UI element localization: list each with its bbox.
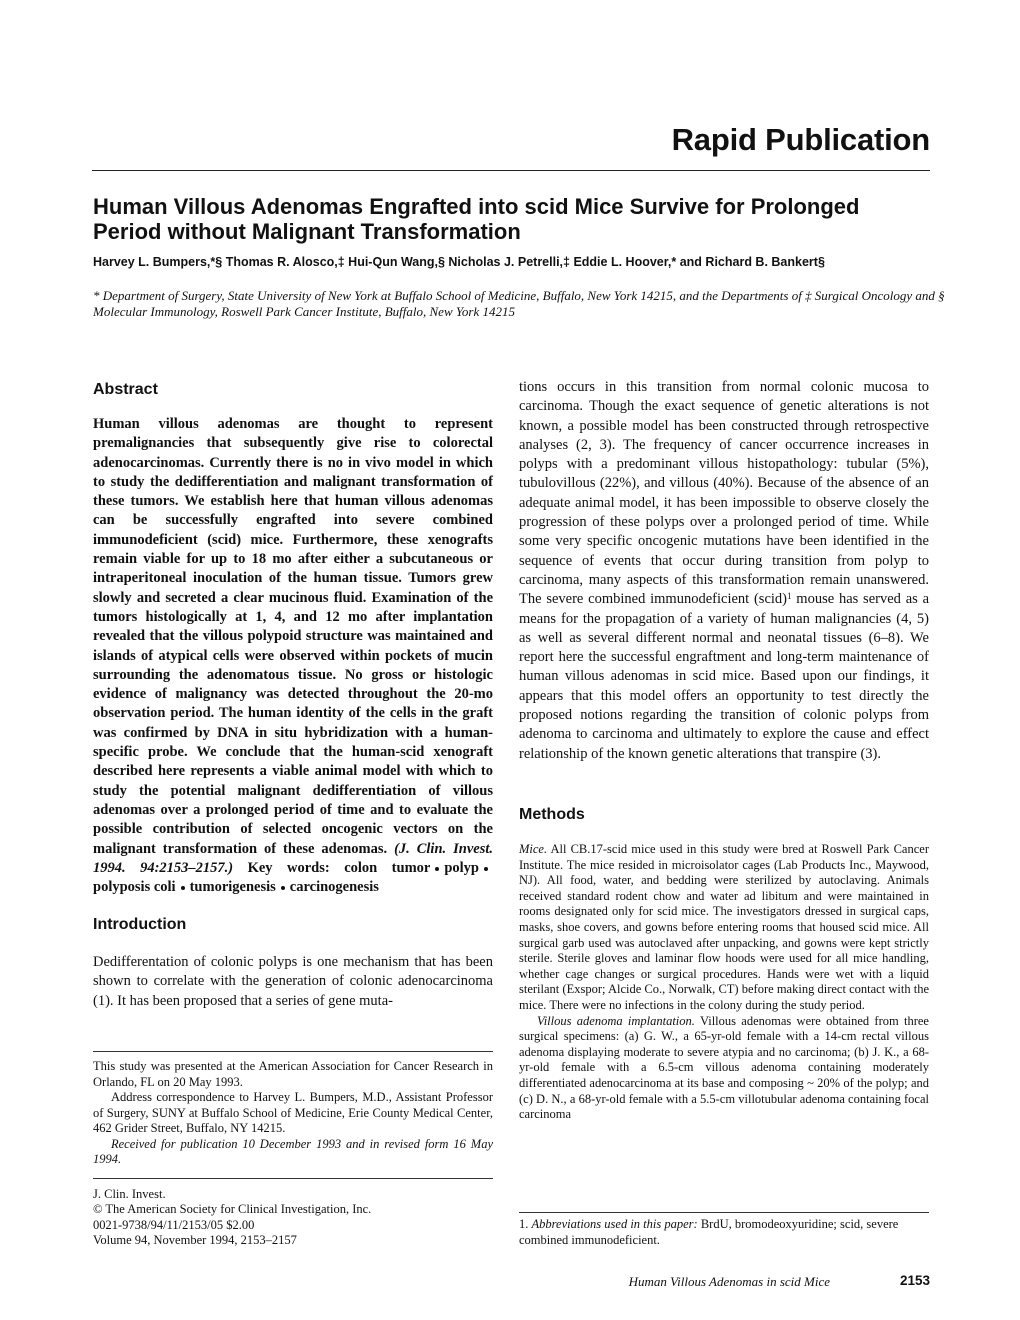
running-title: Human Villous Adenomas in scid Mice	[628, 1274, 830, 1289]
received-note: Received for publication 10 December 1993 and in revised form 16 May 1994.	[93, 1136, 493, 1166]
paragraph-text: Villous adenomas were obtained from three surgical specimens: (a) G. W., a 65-yr-old female with a 14-cm rectal villous adenoma displaying moderate to severe atypia and no carcinoma; (b) J. K., a 68-yr-old female with a 6.5-cm villous adenoma containing moderately differentiated adenocarcinoma at its base and composing ~ 20% of the polyp; and (c) D. N., a 68-yr-old female with a 5.5-cm villotubular adenoma containing focal carcinoma	[519, 1013, 929, 1122]
header-rule	[92, 170, 930, 171]
keyword: colon tumor	[344, 859, 431, 876]
volume-line: Volume 94, November 1994, 2153–2157	[93, 1233, 297, 1248]
footnote-marker: 1	[787, 591, 792, 602]
author-list: Harvey L. Bumpers,*§ Thomas R. Alosco,‡ Hui-Qun Wang,§ Nicholas J. Petrelli,‡ Eddie L. Hoover,* and Richard B. Bankert§	[93, 255, 825, 269]
bullet-icon	[435, 867, 439, 871]
footnote-text: BrdU, bromodeoxyuridine; scid, severe combined immunodeficient.	[519, 1217, 899, 1247]
correspondence-note: Address correspondence to Harvey L. Bumpers, M.D., Assistant Professor of Surgery, SUNY at Buffalo School of Medicine, Erie County Medical Center, 462 Grider Street, Buffalo, NY 14215.	[93, 1090, 493, 1135]
abstract-text: Human villous adenomas are thought to represent premalignancies that subsequently give rise to colorectal adenocarcinomas. Currently there is no in vivo model in which to study the dedifferentiation and malignant transformation of these tumors. We establish here that human villous adenomas can be successfully engrafted into severe combined immunodeficient (scid) mice. Furthermore, these xenografts remain viable for up to 18 mo after either a subcutaneous or intraperitoneal inoculation of the human tissue. Tumors grew slowly and secreted a clear mucinous fluid. Examination of the tumors histologically at 1, 4, and 12 mo after implantation revealed that the villous polypoid structure was maintained and islands of atypical cells were observed within pockets of mucin surrounding the adenomatous tissue. No gross or histologic evidence of malignancy was detected throughout the 20-mo observation period. The human identity of the cells in the graft was confirmed by DNA in situ hybridization with a human-specific probe. We conclude that the human-scid xenograft described here represents a viable animal model with which to study the potential malignant dedifferentiation of villous adenomas over a prolonged period of time and to evaluate the possible contribution of selected oncogenic vectors on the malignant transformation of these adenomas.	[93, 416, 493, 857]
bullet-icon	[281, 886, 285, 890]
section-banner-title: Rapid Publication	[671, 122, 930, 157]
subsection-label: Villous adenoma implantation.	[537, 1013, 695, 1028]
introduction-body-continued	[519, 378, 929, 764]
methods-body	[519, 842, 929, 1123]
journal-info-rule	[93, 1178, 493, 1179]
abstract-heading: Abstract	[93, 381, 158, 398]
subsection-label: Mice.	[519, 842, 548, 856]
paragraph-text: All CB.17-scid mice used in this study were bred at Roswell Park Cancer Institute. The mice resided in microisolator cages (Lab Products Inc., Maywood, NJ). All food, water, and bedding were sterilized by autoclaving. Animals received standard rodent chow and water ad libitum and were maintained in rooms designated only for scid mice. The investigators dressed in surgical caps, masks, shoe covers, and gowns before entering rooms that housed scid mice. All surgical garb used was autoclaved after unpacking, and gowns were kept strictly sterile. Sterile gloves and laminar flow hoods were used for all mice handling, whether cage changes or surgical procedures. Hands were wet with a liquid sterilant (Exspor; Alcide Co., Norwalk, CT) before making direct contact with the mice. There were no infections in the colony during the study period.	[519, 842, 929, 1012]
abstract-body	[93, 415, 493, 897]
introduction-heading: Introduction	[93, 916, 187, 933]
footnote-rule	[519, 1212, 929, 1213]
journal-name: J. Clin. Invest.	[93, 1187, 166, 1201]
keyword: carcinogenesis	[289, 879, 379, 896]
page-number: 2153	[899, 1273, 930, 1288]
introduction-body: Dedifferentation of colonic polyps is one mechanism that has been shown to correlate with the generation of colonic adenocarcinoma (1). It has been proposed that a series of gene muta-	[93, 954, 493, 1009]
abbreviations-footnote	[519, 1217, 929, 1248]
abstract-citation: (J. Clin. Invest. 1994. 94:2153–2157.)	[93, 840, 493, 876]
keyword: polyposis coli	[93, 879, 176, 896]
methods-implantation-paragraph	[519, 1014, 929, 1123]
copyright: © The American Society for Clinical Investigation, Inc.	[93, 1202, 372, 1217]
footnote-label: Abbreviations used in this paper:	[531, 1217, 698, 1231]
keyword: tumorigenesis	[189, 879, 276, 896]
keywords-label: Key words:	[247, 859, 330, 876]
affiliations: * Department of Surgery, State University of New York at Buffalo School of Medicine, Buffalo, New York 14215, and the Departments of ‡ Surgical Oncology and § Molecular Immunology, Roswell Park Cancer Institute, Buffalo, New York 14215	[93, 288, 945, 319]
bullet-icon	[484, 867, 488, 871]
methods-heading: Methods	[519, 806, 585, 823]
article-notes	[93, 1059, 493, 1168]
presentation-note: This study was presented at the American Association for Cancer Research in Orlando, FL on 20 May 1993.	[93, 1059, 493, 1089]
methods-mice-paragraph	[519, 842, 929, 1014]
journal-info	[93, 1187, 493, 1249]
bullet-icon	[181, 886, 185, 890]
footnote-rule	[93, 1051, 493, 1052]
keyword: polyp	[444, 859, 480, 876]
issn-line: 0021-9738/94/11/2153/05 $2.00	[93, 1217, 255, 1232]
introduction-text: mouse has served as a means for the propagation of a variety of human malignancies (4, 5) as well as several different normal and neonatal tissues (6–8). We report here the successful engraftment and long-term maintenance of human villous adenomas in scid mice. Based upon our findings, it appears that this model offers an opportunity to test directly the proposed notions regarding the transition of colonic polyps from adenoma to carcinoma and ultimately to explore the cause and effect relationship of the known genetic alterations that transpire (3).	[519, 591, 930, 762]
article-title: Human Villous Adenomas Engrafted into scid Mice Survive for Prolonged Period without Malignant Transformation	[93, 194, 860, 244]
introduction-text: tions occurs in this transition from normal colonic mucosa to carcinoma. Though the exact sequence of genetic alterations is not known, a possible model has been constructed through retrospective analyses (2, 3). The frequency of cancer occurrence increases in polyps with a predominant villous histopathology: tubular (5%), tubulovillous (22%), and villous (40%). Because of the absence of an adequate animal model, it has been impossible to observe closely the progression of these polyps over a prolonged period of time. While some very specific oncogenic mutations have been identified in the sequence of events that occur during transition from polyp to carcinoma, many aspects of this transformation remain unanswered. The severe combined immunodeficient (scid)	[519, 379, 929, 608]
footnote-number: 1.	[519, 1217, 529, 1231]
